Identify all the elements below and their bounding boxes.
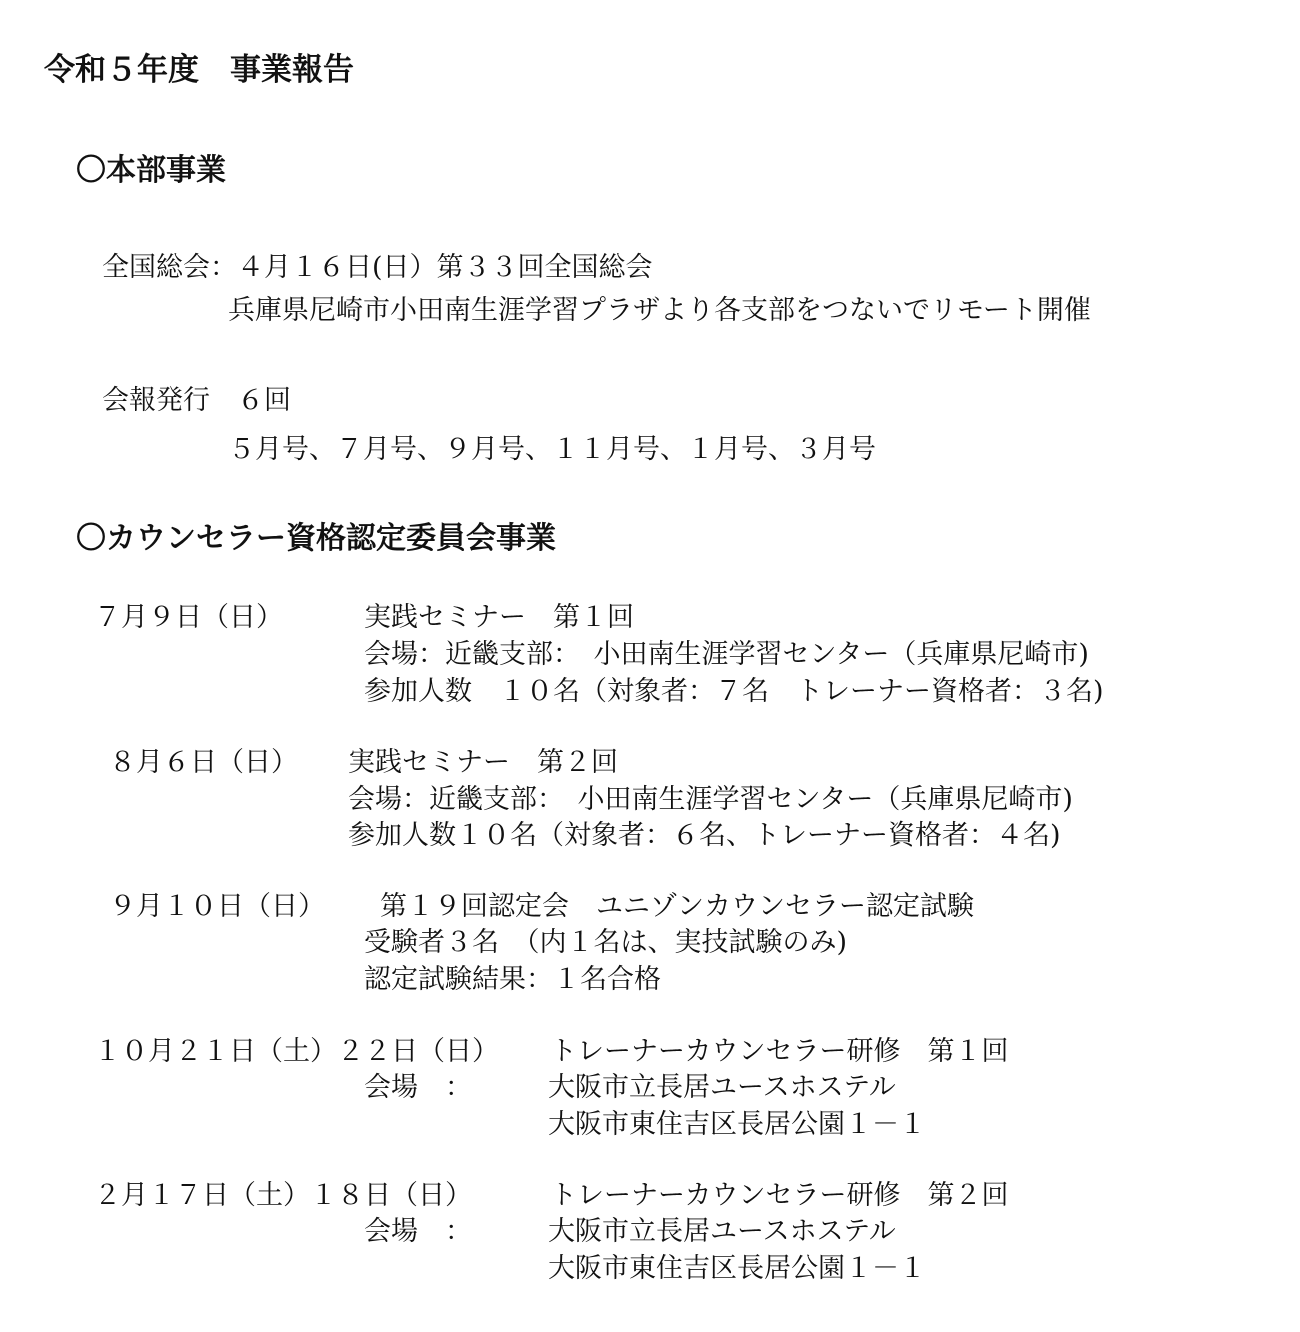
event-3-examinees: 受験者３名 （内１名は、実技試験のみ) bbox=[364, 927, 848, 958]
event-4-venue-address: 大阪市東住吉区長居公園１－１ bbox=[548, 1109, 926, 1140]
event-3-date: ９月１０日（日） bbox=[109, 891, 325, 922]
event-2-venue: 会場：近畿支部： 小田南生涯学習センター（兵庫県尼崎市) bbox=[348, 784, 1073, 815]
event-4-title: トレーナーカウンセラー研修 第１回 bbox=[550, 1036, 1009, 1067]
event-2-participants: 参加人数１０名（対象者：６名、トレーナー資格者：４名) bbox=[348, 820, 1061, 851]
event-3-title: 第１９回認定会 ユニゾンカウンセラー認定試験 bbox=[380, 891, 974, 922]
newsletter-label: 会報発行 ６回 bbox=[102, 385, 291, 416]
general-assembly-label: 全国総会：４月１６日(日）第３３回全国総会 bbox=[102, 252, 653, 283]
event-4-venue-label: 会場 ： bbox=[364, 1072, 472, 1103]
section-heading-certification-committee: 〇カウンセラー資格認定委員会事業 bbox=[76, 521, 556, 556]
event-4-date: １０月２１日（土）２２日（日） bbox=[94, 1036, 499, 1067]
event-2-date: ８月６日（日） bbox=[109, 747, 298, 778]
event-1-title: 実践セミナー 第１回 bbox=[364, 602, 634, 633]
event-2-title: 実践セミナー 第２回 bbox=[348, 747, 618, 778]
event-5-venue-label: 会場 ： bbox=[364, 1216, 472, 1247]
event-5-title: トレーナーカウンセラー研修 第２回 bbox=[550, 1180, 1009, 1211]
event-4-venue-name: 大阪市立長居ユースホステル bbox=[548, 1072, 896, 1103]
event-5-venue-name: 大阪市立長居ユースホステル bbox=[548, 1216, 896, 1247]
event-3-result: 認定試験結果：１名合格 bbox=[364, 964, 661, 995]
event-5-date: ２月１７日（土）１８日（日） bbox=[94, 1180, 472, 1211]
newsletter-detail: ５月号、７月号、９月号、１１月号、１月号、３月号 bbox=[228, 434, 876, 465]
event-1-venue: 会場：近畿支部： 小田南生涯学習センター（兵庫県尼崎市) bbox=[364, 639, 1089, 670]
event-1-participants: 参加人数 １０名（対象者：７名 トレーナー資格者：３名) bbox=[364, 676, 1104, 707]
event-5-venue-address: 大阪市東住吉区長居公園１－１ bbox=[548, 1253, 926, 1284]
section-heading-headquarters: 〇本部事業 bbox=[76, 153, 226, 188]
event-1-date: ７月９日（日） bbox=[94, 602, 283, 633]
document-title: 令和５年度 事業報告 bbox=[44, 52, 354, 88]
general-assembly-detail: 兵庫県尼崎市小田南生涯学習プラザより各支部をつないでリモート開催 bbox=[228, 295, 1091, 326]
